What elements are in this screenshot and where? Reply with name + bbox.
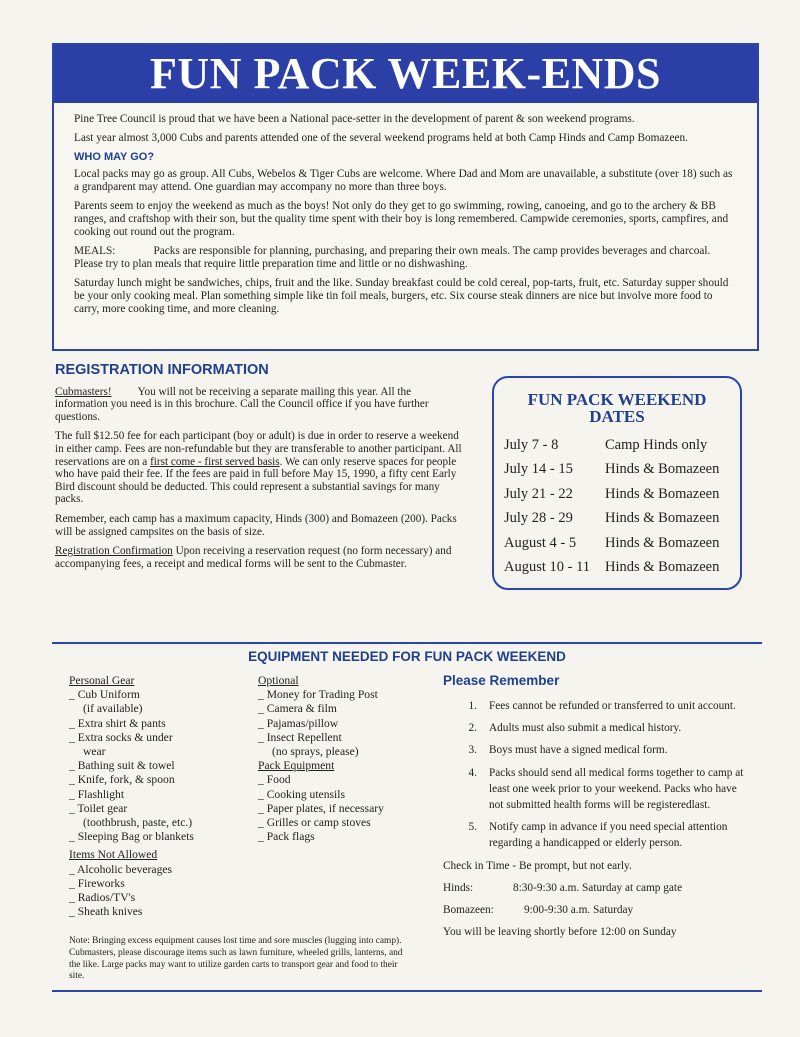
registration-heading: REGISTRATION INFORMATION (55, 362, 269, 378)
optional-item: _ Insect Repellent (258, 730, 342, 744)
pack-equipment-heading: Pack Equipment (258, 759, 335, 773)
not-allowed-item: _ Alcoholic beverages (69, 862, 173, 876)
date-when: August 10 - 11 (504, 559, 591, 576)
gear-item: _ Toilet gear (69, 801, 128, 815)
remember-item (443, 765, 753, 814)
gear-item: _ Extra shirt & pants (69, 716, 166, 730)
remember-number: 3. (468, 744, 477, 757)
pack-item: _ Paper plates, if necessary (258, 801, 384, 815)
remember-text: Boys must have a signed medical form. (489, 744, 668, 757)
optional-item: (no sprays, please) (272, 745, 359, 759)
intro-paragraph-1: Pine Tree Council is proud that we have been a National pace-setter in the development of parent & son weekend programs. (74, 113, 635, 125)
bomazeen-label: Bomazeen: (443, 903, 494, 916)
meals-paragraph (74, 245, 739, 271)
remember-item (443, 819, 753, 851)
gear-item: (toothbrush, paste, etc.) (83, 816, 193, 830)
cubmasters-paragraph (55, 386, 463, 424)
equipment-top-rule (52, 642, 762, 644)
remember-number: 1. (468, 700, 477, 712)
gear-item: _ Bathing suit & towel (69, 759, 175, 773)
intro-box (52, 43, 759, 351)
gear-item: _ Cub Uniform (69, 688, 140, 702)
dates-title-line-1: FUN PACK WEEKEND (527, 390, 707, 409)
optional-item: _ Camera & film (258, 702, 337, 716)
bomazeen-time: 9:00-9:30 a.m. Saturday (524, 903, 634, 916)
optional-item: _ Money for Trading Post (258, 688, 378, 702)
date-row (504, 433, 719, 458)
intro-content (74, 113, 739, 322)
dates-box (492, 376, 742, 590)
personal-gear-column (69, 674, 244, 919)
remember-text: Adults must also submit a medical history. (489, 722, 682, 735)
hinds-time: 8:30-9:30 a.m. Saturday at camp gate (513, 881, 683, 894)
remember-item (443, 742, 753, 758)
fee-text-underlined: first come - first served basis (150, 455, 280, 468)
date-when: July 7 - 8 (504, 436, 559, 453)
remember-number: 2. (468, 722, 477, 735)
leaving-line: You will be leaving shortly before 12:00 on Sunday (443, 925, 677, 938)
checkin-line: Check in Time - Be prompt, but not early. (443, 859, 632, 872)
pack-item: _ Pack flags (258, 830, 315, 844)
who-may-go-heading: WHO MAY GO? (74, 151, 155, 163)
pack-item: _ Food (258, 773, 291, 787)
registration-section (55, 364, 463, 577)
remember-text: Notify camp in advance if you need special attention regarding a handicapped or elderly person. (489, 821, 728, 850)
remember-item (443, 720, 753, 736)
remember-number: 4. (468, 766, 477, 779)
optional-column (258, 674, 433, 844)
date-where: Camp Hinds only (605, 436, 708, 453)
not-allowed-item: _ Sheath knives (69, 905, 143, 919)
date-when: July 14 - 15 (504, 461, 573, 478)
pack-item: _ Grilles or camp stoves (258, 816, 371, 830)
remember-number: 5. (468, 821, 477, 834)
date-where: Hinds & Bomazeen (605, 461, 720, 478)
gear-item: wear (83, 745, 106, 759)
page-title: FUN PACK WEEK-ENDS (54, 45, 757, 103)
gear-item: _ Knife, fork, & spoon (69, 773, 175, 787)
optional-heading: Optional (258, 674, 299, 687)
dates-title-line-2: DATES (589, 407, 645, 426)
date-row (504, 531, 719, 556)
personal-gear-heading: Personal Gear (69, 674, 135, 687)
equipment-heading: EQUIPMENT NEEDED FOR FUN PACK WEEKEND (248, 649, 566, 664)
date-where: Hinds & Bomazeen (605, 534, 720, 551)
not-allowed-item: _ Fireworks (69, 876, 125, 890)
confirmation-label: Registration Confirmation (55, 545, 173, 558)
fee-paragraph (55, 430, 463, 506)
pack-item: _ Cooking utensils (258, 787, 345, 801)
date-row (504, 556, 719, 581)
hinds-label: Hinds: (443, 881, 474, 894)
equipment-note: Note: Bringing excess equipment causes lost time and sore muscles (lugging into camp). Cubmasters, please discourage items such as lawn furniture, wheeled grills, lanterns, and the like. Large packs may want to utilize garden carts to transport gear and food to their site. (69, 936, 403, 982)
date-where: Hinds & Bomazeen (605, 559, 720, 576)
items-not-allowed-heading: Items Not Allowed (69, 848, 158, 862)
meals-label: MEALS: (74, 245, 116, 257)
please-remember-section (443, 673, 753, 946)
who-paragraph-2: Parents seem to enjoy the weekend as much as the boys! Not only do they get to go swimming, rowing, canoeing, and go to the archery & BB ranges, and craftshop with their son, but the quality time spent with their boy is long remembered. Campwide ceremonies, sports, campfires, and cooking out round out the program. (74, 200, 729, 238)
please-remember-heading: Please Remember (443, 673, 560, 688)
date-when: July 21 - 22 (504, 485, 573, 502)
date-when: July 28 - 29 (504, 510, 573, 527)
not-allowed-item: _ Radios/TV's (69, 891, 136, 905)
date-row (504, 507, 719, 532)
confirmation-paragraph (55, 545, 463, 570)
remember-text: Fees cannot be refunded or transferred to unit account. (489, 700, 736, 712)
intro-paragraph-2: Last year almost 3,000 Cubs and parents attended one of the several weekend programs held at both Camp Hinds and Camp Bomazeen. (74, 132, 688, 144)
cubmasters-label: Cubmasters! (55, 385, 112, 398)
date-row (504, 458, 719, 483)
dates-title (494, 391, 740, 425)
who-paragraph-4: Saturday lunch might be sandwiches, chips, fruit and the like. Sunday breakfast could be cold cereal, pop-tarts, fruit, etc. Saturday supper should be your only cooking meal. Plan something simple like tin foil meals, burgers, etc. Six course steak dinners are nice but involve more food to carry, more cooking time, and more cleaning. (74, 277, 729, 315)
capacity-paragraph: Remember, each camp has a maximum capacity, Hinds (300) and Bomazeen (200). Packs will be assigned campsites on the basis of size. (55, 512, 457, 538)
optional-item: _ Pajamas/pillow (258, 716, 339, 730)
cubmasters-text: You will not be receiving a separate mailing this year. All the information you need is in this brochure. Call the Council office if you have further questions. (55, 385, 429, 423)
gear-item: (if available) (83, 702, 143, 716)
fee-text-b: . We can only reserve spaces for people who have paid their fee. If the fees are paid in full before May 15, 1990, a fifty cent Early Bird discount should be deducted. This could represent a substantial savings for many packs. (55, 455, 457, 506)
fee-text-a: The full $12.50 fee for each participant (boy or adult) is due in order to reserve a weekend in either camp. Fees are non-refundable but they are transferable to another participant. All reservations are on a (55, 430, 462, 468)
hinds-time-line (443, 880, 753, 896)
date-when: August 4 - 5 (504, 534, 577, 551)
bomazeen-time-line (443, 902, 753, 918)
meals-text: Packs are responsible for planning, purchasing, and preparing their own meals. The camp provides beverages and charcoal. Please try to plan meals that require little preparation time and little or no dishwashing. (74, 245, 711, 270)
gear-item: _ Flashlight (69, 787, 125, 801)
dates-list (504, 433, 719, 580)
remember-text: Packs should send all medical forms together to camp at least one week prior to your weekend. Packs who have not submitted health forms will be registeredlast. (489, 766, 744, 812)
date-where: Hinds & Bomazeen (605, 485, 720, 502)
date-where: Hinds & Bomazeen (605, 510, 720, 527)
date-row (504, 482, 719, 507)
equipment-bottom-rule (52, 990, 762, 992)
who-paragraph-1: Local packs may go as group. All Cubs, Webelos & Tiger Cubs are welcome. Where Dad and Mom are unavailable, a substitute (over 18) such as a grandparent may attend. One guardian may accompany no more than three boys. (74, 168, 733, 193)
gear-item: _ Sleeping Bag or blankets (69, 830, 194, 844)
remember-item (443, 698, 753, 714)
gear-item: _ Extra socks & under (69, 730, 173, 744)
confirmation-text: Upon receiving a reservation request (no form necessary) and accompanying fees, a receipt and medical forms will be sent to the Cubmaster. (55, 545, 452, 570)
